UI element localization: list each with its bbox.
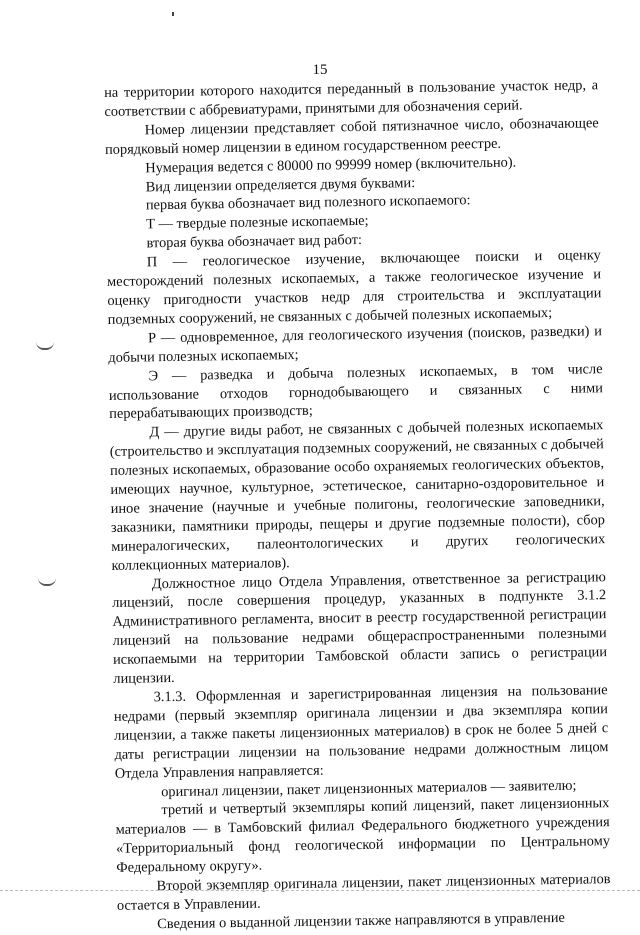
paragraph-13: 3.1.3. Оформленная и зарегистрированная лицензия на пользование недрами (первый экземпляр оригинала лицензии и два экземпляра копии лицензии, а также пакеты лицензионных материалов) в срок не более 5 дней с даты регистрации лицензии на пользование недрами должностным лицом Отдела Управления направляется:	[113, 682, 609, 782]
paragraph-6: Т — твердые полезные ископаемые;	[146, 213, 369, 233]
paragraph-1: на территории которого находится переданный в пользование участок недр, а соответствии с аббревиатурами, принятыми для обозначения серий.	[104, 77, 599, 120]
punch-hole-mark-bottom	[38, 578, 56, 586]
paragraph-5: первая буква обозначает вид полезного ископаемого:	[145, 192, 471, 214]
paragraph-15: третий и четвертый экземпляры копий лицензий, пакет лицензионных материалов — в Тамбовский филиал Федерального бюджетного учреждения «Территориальный фонд геологической информации по Центральному Федеральному округу».	[115, 795, 611, 877]
document-body	[104, 76, 611, 934]
paragraph-12: Должностное лицо Отдела Управления, ответственное за регистрацию лицензий, после совершения процедур, указанных в подпункте 3.1.2 Административного регламента, вносит в реестр государственной регистрации лицензий на пользование недрами общераспространенными полезными ископаемыми на территории Тамбовской области запись о регистрации лицензии.	[112, 568, 608, 688]
paragraph-11: Д — другие виды работ, не связанных с добычей полезных ископаемых (строительство и эксплуатация подземных сооружений, не связанных с добычей полезных ископаемых, образование особо охраняемых геологических объектов, имеющих научное, культурное, эстетическое, санитарно-оздоровительное и иное значение (научные и учебные полигоны, геологические заповедники, заказники, памятники природы, пещеры и другие подземные полости), сбор минералогических, палеонтологических и других геологических коллекционных материалов).	[109, 417, 606, 574]
paragraph-9: Р — одновременное, для геологического изучения (поисков, разведки) и добычи полезных ископаемых;	[108, 322, 603, 366]
paragraph-17: Сведения о выданной лицензии также направляются в управление	[157, 909, 565, 933]
page-bottom-edge	[0, 890, 640, 891]
paragraph-16: Второй экземпляр оригинала лицензии, пакет лицензионных материалов остается в Управлении.	[116, 871, 611, 914]
paragraph-7: вторая буква обозначает вид работ:	[146, 232, 363, 252]
punch-hole-mark-top	[36, 342, 54, 350]
paragraph-14: оригинал лицензии, пакет лицензионных материалов — заявителю;	[160, 777, 577, 800]
page-number: 15	[312, 62, 328, 78]
paragraph-10: Э — разведка и добыча полезных ископаемых, в том числе использование отходов горнодобывающего и связанных с ними перерабатывающих производств;	[108, 360, 603, 423]
paragraph-4: Вид лицензии определяется двумя буквами:	[145, 174, 416, 195]
paragraph-8: П — геологическое изучение, включающее поиски и оценку месторождений полезных ископаемых, а также геологическое изучение и оценку пригодности участков недр для строительства и эксплуатации подземных сооружений, не связанных с добычей полезных ископаемых;	[106, 247, 602, 328]
paragraph-3: Нумерация ведется с 80000 по 99999 номер (включительно).	[145, 154, 517, 176]
paragraph-2: Номер лицензии представляет собой пятизначное число, обозначающее порядковый номер лицензии в едином государственном реестре.	[104, 115, 599, 158]
scan-speck	[172, 12, 174, 16]
